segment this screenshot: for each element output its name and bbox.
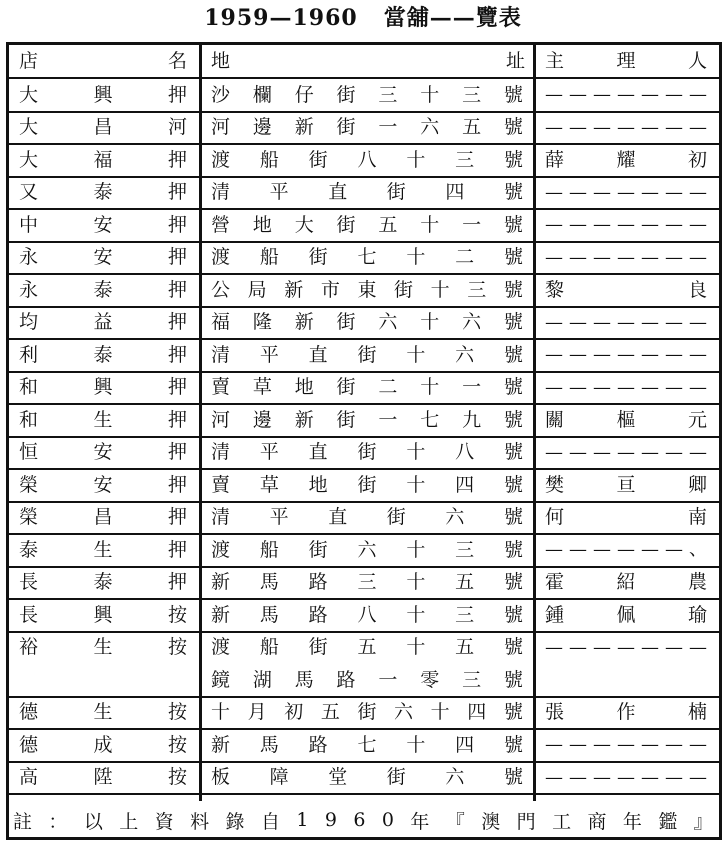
pawnshop-table: [6, 42, 722, 840]
shop-address: 河 邊 新 街 一 六 五 號: [211, 116, 523, 139]
shop-name: 利 泰 押: [19, 343, 187, 366]
shop-manager: 鍾 佩 瑜: [545, 603, 707, 626]
shop-address: 賣 草 地 街 二 十 一 號: [211, 376, 523, 399]
manager-blank-dash: — — — — — — 、: [545, 539, 707, 561]
shop-name: 榮 昌 押: [19, 506, 187, 529]
shop-address: 清 平 直 街 十 六 號: [211, 343, 523, 366]
header-address: 地 址: [211, 49, 525, 72]
manager-blank-dash: — — — — — — —: [545, 84, 707, 106]
shop-name: 永 泰 押: [19, 278, 187, 301]
page-title: [0, 2, 726, 34]
shop-address: 清 平 直 街 六 號: [211, 506, 523, 529]
shop-name: 大 福 押: [19, 148, 187, 171]
shop-name: 均 益 押: [19, 311, 187, 334]
shop-name: 又 泰 押: [19, 181, 187, 204]
manager-blank-dash: — — — — — — —: [545, 441, 707, 463]
manager-blank-dash: — — — — — — —: [545, 636, 707, 658]
shop-manager: 樊 亘 卿: [545, 473, 707, 496]
shop-address: 鏡 湖 馬 路 一 零 三 號: [211, 668, 523, 691]
shop-address: 渡 船 街 八 十 三 號: [211, 148, 523, 171]
manager-blank-dash: — — — — — — —: [545, 214, 707, 236]
shop-name: 恒 安 押: [19, 441, 187, 464]
shop-address: 新 馬 路 三 十 五 號: [211, 571, 523, 594]
shop-name: 裕 生 按: [19, 636, 187, 659]
shop-address: 公 局 新 市 東 街 十 三 號: [211, 278, 523, 301]
header-shop: 店 名: [19, 49, 187, 72]
shop-address: 板 障 堂 街 六 號: [211, 766, 523, 789]
shop-name: 和 生 押: [19, 408, 187, 431]
shop-name: 德 成 按: [19, 733, 187, 756]
title-text: 當舖——覽表: [383, 5, 522, 31]
shop-address: 渡 船 街 六 十 三 號: [211, 538, 523, 561]
shop-address: 福 隆 新 街 六 十 六 號: [211, 311, 523, 334]
manager-blank-dash: — — — — — — —: [545, 246, 707, 268]
manager-blank-dash: — — — — — — —: [545, 116, 707, 138]
column-divider-1: [199, 45, 202, 801]
manager-blank-dash: — — — — — — —: [545, 766, 707, 788]
manager-blank-dash: — — — — — — —: [545, 181, 707, 203]
shop-name: 永 安 押: [19, 246, 187, 269]
shop-address: 營 地 大 街 五 十 一 號: [211, 213, 523, 236]
shop-name: 大 昌 河: [19, 116, 187, 139]
manager-blank-dash: — — — — — — —: [545, 344, 707, 366]
shop-address: 清 平 直 街 十 八 號: [211, 441, 523, 464]
shop-manager: 張 作 楠: [545, 701, 707, 724]
shop-name: 中 安 押: [19, 213, 187, 236]
shop-address: 十 月 初 五 街 六 十 四 號: [211, 701, 523, 724]
shop-name: 高 陞 按: [19, 766, 187, 789]
table-note: 註 ： 以 上 資 料 錄 自 1 9 6 0 年 『 澳 門 工 商 年 鑑 』: [13, 809, 713, 833]
header-manager: 主 理 人: [545, 49, 707, 72]
shop-name: 大 興 押: [19, 83, 187, 106]
shop-address: 渡 船 街 五 十 五 號: [211, 636, 523, 659]
manager-blank-dash: — — — — — — —: [545, 311, 707, 333]
title-years: 1959—1960: [204, 5, 358, 31]
shop-name: 泰 生 押: [19, 538, 187, 561]
shop-address: 渡 船 街 七 十 二 號: [211, 246, 523, 269]
shop-name: 和 興 押: [19, 376, 187, 399]
shop-address: 新 馬 路 七 十 四 號: [211, 733, 523, 756]
shop-name: 長 泰 押: [19, 571, 187, 594]
column-divider-2: [533, 45, 536, 801]
shop-name: 榮 安 押: [19, 473, 187, 496]
shop-manager: 黎 良: [545, 278, 707, 301]
shop-manager: 霍 紹 農: [545, 571, 707, 594]
manager-blank-dash: — — — — — — —: [545, 734, 707, 756]
shop-manager: 關 樞 元: [545, 408, 707, 431]
shop-manager: 薛 耀 初: [545, 148, 707, 171]
manager-blank-dash: — — — — — — —: [545, 376, 707, 398]
shop-address: 賣 草 地 街 十 四 號: [211, 473, 523, 496]
shop-address: 新 馬 路 八 十 三 號: [211, 603, 523, 626]
shop-manager: 何 南: [545, 506, 707, 529]
shop-address: 沙 欄 仔 街 三 十 三 號: [211, 83, 523, 106]
shop-name: 長 興 按: [19, 603, 187, 626]
shop-address: 清 平 直 街 四 號: [211, 181, 523, 204]
shop-address: 河 邊 新 街 一 七 九 號: [211, 408, 523, 431]
shop-name: 德 生 按: [19, 701, 187, 724]
